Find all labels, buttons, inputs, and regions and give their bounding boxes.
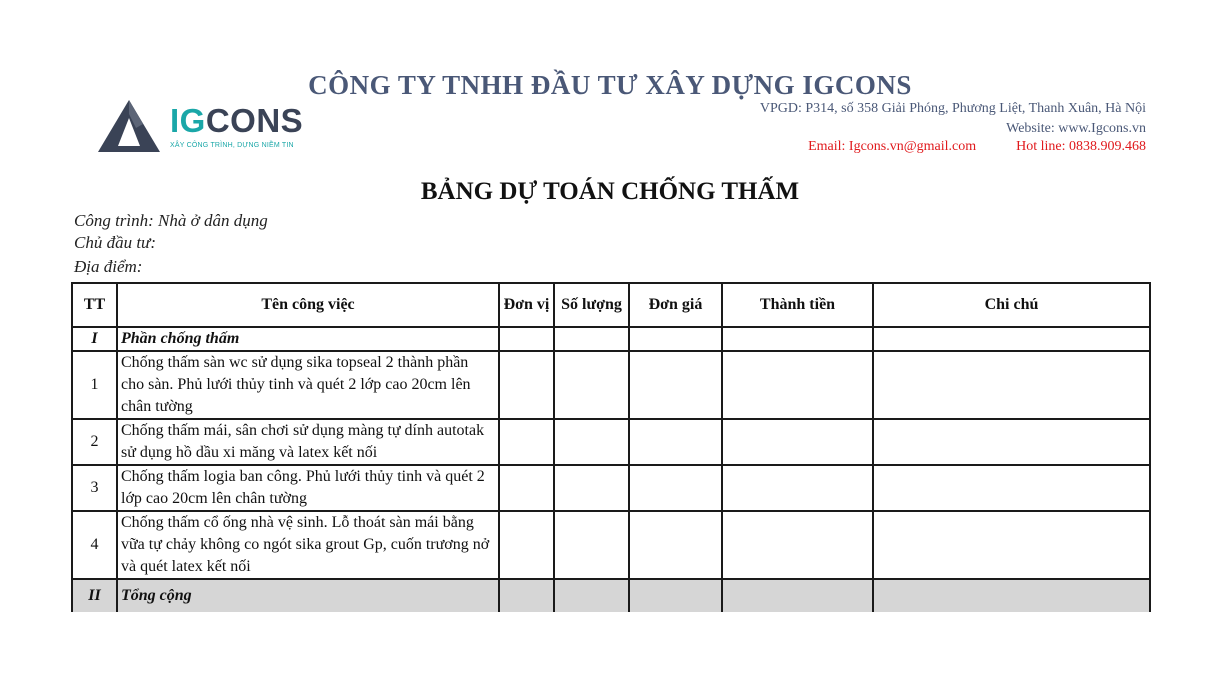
cell-tt: 1: [72, 351, 117, 419]
cell-work-name: Phần chống thấm: [117, 327, 499, 351]
logo-wordmark: IGCONS: [170, 102, 304, 139]
owner-line: Chủ đầu tư:: [74, 233, 156, 252]
cell-unit-price: [629, 327, 722, 351]
document-title: BẢNG DỰ TOÁN CHỐNG THẤM: [420, 178, 800, 205]
project-line: Công trình: Nhà ở dân dụng: [74, 211, 268, 230]
cell-tt: 2: [72, 419, 117, 465]
cell-work-name: Tổng cộng: [117, 579, 499, 612]
cell-tt: 3: [72, 465, 117, 511]
triangle-logo-icon: [96, 98, 162, 154]
company-address: VPGD: P314, số 358 Giải Phóng, Phương Liệt, Thanh Xuân, Hà Nội: [759, 101, 1146, 116]
cell-quantity: [554, 327, 629, 351]
location-line: Địa điểm:: [74, 257, 143, 276]
contact-hotline: Hot line: 0838.909.468: [1016, 139, 1146, 154]
cell-note: [873, 327, 1150, 351]
cell-amount: [722, 351, 873, 419]
cell-unit-price: [629, 511, 722, 579]
col-header-unit-price: Đơn giá: [629, 283, 722, 327]
cell-unit: [499, 465, 554, 511]
table-row: [72, 465, 1150, 511]
cell-tt: II: [72, 579, 117, 612]
cell-unit-price: [629, 465, 722, 511]
col-header-quantity: Số lượng: [554, 283, 629, 327]
cell-amount: [722, 419, 873, 465]
cell-unit-price: [629, 419, 722, 465]
col-header-amount: Thành tiền: [722, 283, 873, 327]
cell-quantity: [554, 351, 629, 419]
cell-note: [873, 465, 1150, 511]
cell-note: [873, 511, 1150, 579]
cell-amount: [722, 465, 873, 511]
cell-unit-price: [629, 579, 722, 612]
cell-work-name: Chống thấm cổ ống nhà vệ sinh. Lỗ thoát sàn mái bằng vữa tự chảy không co ngót sika grout Gp, cuốn trương nở và quét latex kết nối: [117, 511, 499, 579]
table-row-section-i: [72, 327, 1150, 351]
cell-unit: [499, 511, 554, 579]
cell-amount: [722, 327, 873, 351]
cell-unit: [499, 327, 554, 351]
cell-work-name: Chống thấm logia ban công. Phủ lưới thủy tinh và quét 2 lớp cao 20cm lên chân tường: [117, 465, 499, 511]
company-name: CÔNG TY TNHH ĐẦU TƯ XÂY DỰNG IGCONS: [308, 70, 912, 100]
cell-work-name: Chống thấm sàn wc sử dụng sika topseal 2 thành phần cho sàn. Phủ lưới thủy tinh và quét 2 lớp cao 20cm lên chân tường: [117, 351, 499, 419]
cell-quantity: [554, 419, 629, 465]
cell-note: [873, 579, 1150, 612]
company-logo: [96, 98, 306, 158]
cell-amount: [722, 579, 873, 612]
contact-line: [808, 139, 1146, 155]
cell-quantity: [554, 465, 629, 511]
table-row: [72, 351, 1150, 419]
col-header-work-name: Tên công việc: [117, 283, 499, 327]
cell-note: [873, 351, 1150, 419]
logo-tagline: XÂY CÔNG TRÌNH, DỰNG NIỀM TIN: [170, 142, 294, 149]
table-row: [72, 511, 1150, 579]
col-header-tt: TT: [72, 283, 117, 327]
col-header-unit: Đơn vị: [499, 283, 554, 327]
cell-unit: [499, 419, 554, 465]
cell-work-name: Chống thấm mái, sân chơi sử dụng màng tự dính autotak sử dụng hồ dầu xi măng và latex kết nối: [117, 419, 499, 465]
cell-tt: 4: [72, 511, 117, 579]
contact-email: Email: Igcons.vn@gmail.com: [808, 139, 977, 154]
cell-unit: [499, 351, 554, 419]
table-row-total: [72, 579, 1150, 612]
cell-tt: I: [72, 327, 117, 351]
cell-unit: [499, 579, 554, 612]
estimate-table: [71, 282, 1151, 612]
table-header-row: [72, 283, 1150, 327]
cell-amount: [722, 511, 873, 579]
company-website: Website: www.Igcons.vn: [1006, 121, 1146, 136]
col-header-note: Chi chú: [873, 283, 1150, 327]
cell-quantity: [554, 579, 629, 612]
cell-unit-price: [629, 351, 722, 419]
cell-note: [873, 419, 1150, 465]
table-row: [72, 419, 1150, 465]
cell-quantity: [554, 511, 629, 579]
